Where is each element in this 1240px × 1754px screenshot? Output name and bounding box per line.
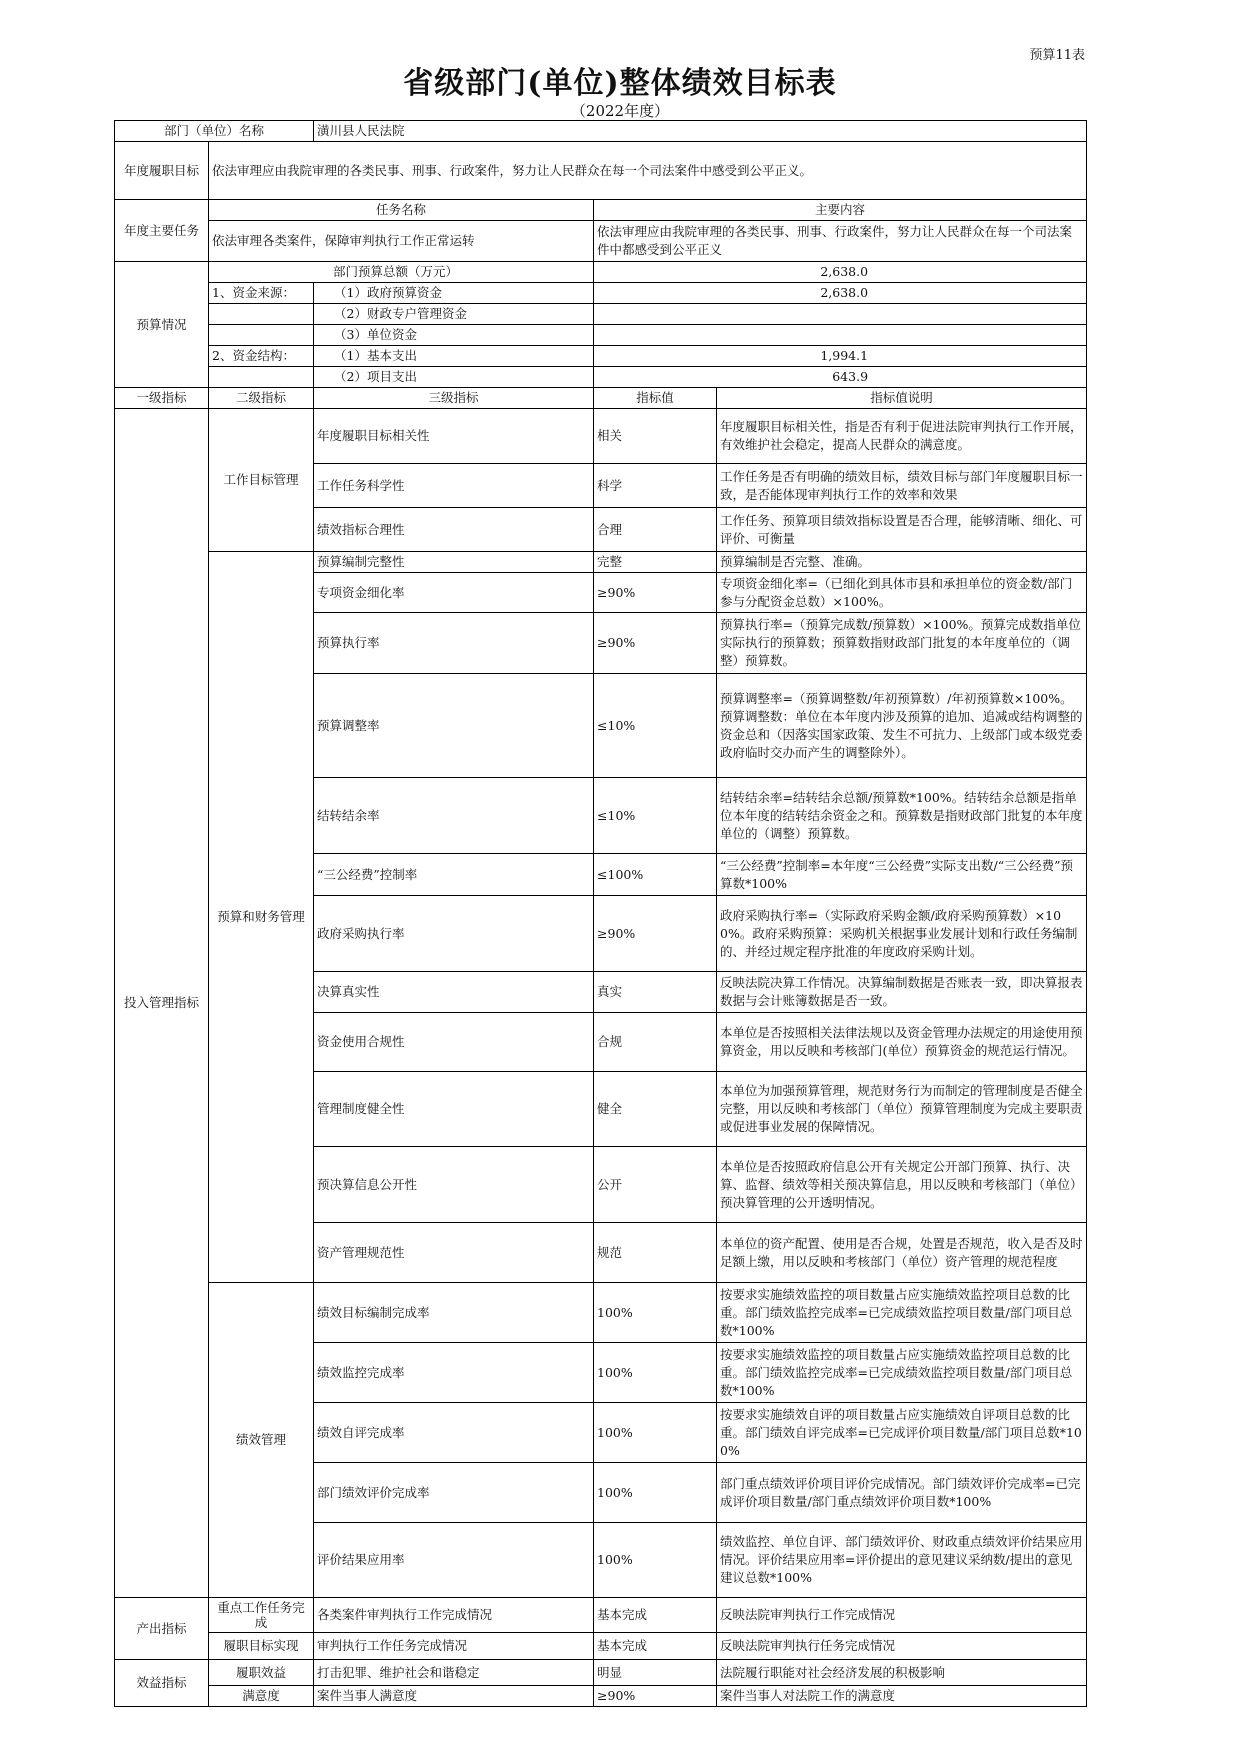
main-tasks-header-row [115,200,1087,221]
work-goal-label: 工作目标管理 [209,409,314,552]
indicator-name: 专项资金细化率 [314,573,594,613]
indicator-value: ≤10% [594,674,717,778]
indicator-name: 绩效目标编制完成率 [314,1283,594,1343]
indicator-value: ≥90% [594,896,717,972]
budget-source-row [115,283,1087,304]
level2-header: 二级指标 [209,388,314,409]
main-tasks-row [115,221,1087,262]
indicator-row [115,1660,1087,1686]
indicator-name: 管理制度健全性 [314,1072,594,1147]
indicator-desc: 预算编制是否完整、准确。 [717,552,1087,573]
indicator-name: 案件当事人满意度 [314,1686,594,1707]
output-label: 产出指标 [115,1598,209,1660]
indicator-name: 结转结余率 [314,778,594,854]
indicator-name: 部门绩效评价完成率 [314,1463,594,1523]
indicator-desc: 本单位的资产配置、使用是否合规，处置是否规范，收入是否及时足额上缴，用以反映和考核部门（单位）资产管理的规范程度 [717,1223,1087,1283]
indicator-desc: 反映法院审判执行工作完成情况 [717,1598,1087,1633]
page-subtitle-year: （2022年度） [570,102,670,120]
indicator-desc: 工作任务是否有明确的绩效目标，绩效目标与部门年度履职目标一致，是否能体现审判执行工作的效率和效果 [717,464,1087,508]
indicator-row [115,409,1087,464]
main-tasks-label: 年度主要任务 [115,200,209,262]
indicator-row [115,1598,1087,1633]
budget-source-row [115,325,1087,346]
indicator-desc: 反映法院决算工作情况。决算编制数据是否账表一致，即决算报表数据与会计账簿数据是否一致。 [717,972,1087,1013]
budget-total-row [115,262,1087,283]
benefit-label: 效益指标 [115,1660,209,1707]
indicator-value: 科学 [594,464,717,508]
level3-header: 三级指标 [314,388,594,409]
indicator-desc: 专项资金细化率=（已细化到具体市县和承担单位的资金数/部门参与分配资金总数）×100%。 [717,573,1087,613]
perf-mgmt-label: 绩效管理 [209,1283,314,1598]
indicator-value: 合理 [594,508,717,552]
indicator-name: 预算执行率 [314,613,594,674]
indicator-value: 基本完成 [594,1598,717,1633]
benefit-level2: 履职效益 [209,1660,314,1686]
indicator-name: 绩效监控完成率 [314,1343,594,1403]
indicator-desc: 本单位是否按照相关法律法规以及资金管理办法规定的用途使用预算资金，用以反映和考核部门(单位）预算资金的规范运行情况。 [717,1013,1087,1072]
indicator-desc: 本单位是否按照政府信息公开有关规定公开部门预算、执行、决算、监督、绩效等相关预决算信息，用以反映和考核部门（单位）预决算管理的公开透明情况。 [717,1147,1087,1223]
indicator-name: 决算真实性 [314,972,594,1013]
indicator-name: 年度履职目标相关性 [314,409,594,464]
indicator-value: 真实 [594,972,717,1013]
indicator-row [115,1633,1087,1660]
indicator-name: 工作任务科学性 [314,464,594,508]
task-name-header: 任务名称 [209,200,594,221]
indicator-desc: 部门重点绩效评价项目评价完成情况。部门绩效评价完成率=已完成评价项目数量/部门重点绩效评价项目数*100% [717,1463,1087,1523]
indicator-desc: “三公经费”控制率=本年度“三公经费”实际支出数/“三公经费”预算数*100% [717,854,1087,896]
indicator-value: 规范 [594,1223,717,1283]
indicator-name: 预算编制完整性 [314,552,594,573]
annual-goal-row [115,142,1087,200]
indicator-value: ≥90% [594,573,717,613]
blank-cell [209,325,314,346]
output-level2: 履职目标实现 [209,1633,314,1660]
indicator-value: 100% [594,1343,717,1403]
indicator-name: 绩效指标合理性 [314,508,594,552]
indicator-desc: 按要求实施绩效自评的项目数量占应实施绩效自评项目总数的比重。部门绩效自评完成率=已完成评价项目数量/部门项目总数*100% [717,1403,1087,1463]
budget-structure-label: 2、资金结构： [209,346,314,367]
indicator-value: ≥90% [594,613,717,674]
indicator-value: ≤100% [594,854,717,896]
indicator-name: 绩效自评完成率 [314,1403,594,1463]
indicator-row [115,552,1087,573]
budget-source-value [594,325,1087,346]
form-code: 预算11表 [1029,48,1085,63]
budget-structure-value: 643.9 [594,367,1087,388]
indicator-name: 各类案件审判执行工作完成情况 [314,1598,594,1633]
budget-source-item: （3）单位资金 [314,325,594,346]
indicator-header-row [115,388,1087,409]
indicator-desc: 结转结余率=结转结余总额/预算数*100%。结转结余总额是指单位本年度的结转结余资金之和。预算数是指财政部门批复的本年度单位的（调整）预算数。 [717,778,1087,854]
performance-target-table [114,120,1087,1707]
indicator-value: 100% [594,1463,717,1523]
indicator-desc: 按要求实施绩效监控的项目数量占应实施绩效监控项目总数的比重。部门绩效监控完成率=已完成绩效监控项目数量/部门项目总数*100% [717,1343,1087,1403]
blank-cell [209,367,314,388]
budget-source-value: 2,638.0 [594,283,1087,304]
budget-structure-item: （1）基本支出 [314,346,594,367]
budget-structure-item: （2）项目支出 [314,367,594,388]
indicator-desc: 工作任务、预算项目绩效指标设置是否合理，能够清晰、细化、可评价、可衡量 [717,508,1087,552]
indicator-desc: 案件当事人对法院工作的满意度 [717,1686,1087,1707]
indicator-name: 预决算信息公开性 [314,1147,594,1223]
indicator-name: 政府采购执行率 [314,896,594,972]
indicator-desc: 法院履行职能对社会经济发展的积极影响 [717,1660,1087,1686]
indicator-desc: 年度履职目标相关性，指是否有利于促进法院审判执行工作开展，有效维护社会稳定，提高人民群众的满意度。 [717,409,1087,464]
budget-source-item: （2）财政专户管理资金 [314,304,594,325]
indicator-value: 明显 [594,1660,717,1686]
dept-row [115,121,1087,142]
budget-total-value: 2,638.0 [594,262,1087,283]
indicator-desc: 绩效监控、单位自评、部门绩效评价、财政重点绩效评价结果应用情况。评价结果应用率=评价提出的意见建议采纳数/提出的意见建议总数*100% [717,1523,1087,1598]
output-level2: 重点工作任务完成 [209,1598,314,1633]
budget-label: 预算情况 [115,262,209,388]
indicator-value: 相关 [594,409,717,464]
value-header: 指标值 [594,388,717,409]
indicator-desc: 政府采购执行率=（实际政府采购金额/政府采购预算数）×100%。政府采购预算：采购机关根据事业发展计划和行政任务编制的、并经过规定程序批准的年度政府采购计划。 [717,896,1087,972]
annual-goal-value: 依法审理应由我院审理的各类民事、刑事、行政案件，努力让人民群众在每一个司法案件中感受到公平正义。 [209,142,1087,200]
desc-header: 指标值说明 [717,388,1087,409]
indicator-name: 资产管理规范性 [314,1223,594,1283]
indicator-value: ≤10% [594,778,717,854]
dept-value: 潢川县人民法院 [314,121,1087,142]
budget-total-label: 部门预算总额（万元） [209,262,594,283]
indicator-row [115,1686,1087,1707]
indicator-desc: 预算调整率=（预算调整数/年初预算数）/年初预算数×100%。预算调整数：单位在本年度内涉及预算的追加、追减或结构调整的资金总和（因落实国家政策、发生不可抗力、上级部门或本级党委政府临时交办而产生的调整除外）。 [717,674,1087,778]
indicator-value: 公开 [594,1147,717,1223]
blank-cell [209,304,314,325]
indicator-desc: 本单位为加强预算管理，规范财务行为而制定的管理制度是否健全完整，用以反映和考核部门（单位）预算管理制度为完成主要职责或促进事业发展的保障情况。 [717,1072,1087,1147]
indicator-name: 打击犯罪、维护社会和谐稳定 [314,1660,594,1686]
indicator-value: 基本完成 [594,1633,717,1660]
indicator-name: 预算调整率 [314,674,594,778]
budget-finance-label: 预算和财务管理 [209,552,314,1283]
budget-source-value [594,304,1087,325]
indicator-value: 健全 [594,1072,717,1147]
indicator-value: 100% [594,1523,717,1598]
page-title: 省级部门(单位)整体绩效目标表 [403,66,837,101]
indicator-name: 审判执行工作任务完成情况 [314,1633,594,1660]
indicator-name: 评价结果应用率 [314,1523,594,1598]
level1-header: 一级指标 [115,388,209,409]
budget-source-item: （1）政府预算资金 [314,283,594,304]
budget-source-row [115,304,1087,325]
budget-structure-row [115,346,1087,367]
dept-label: 部门（单位）名称 [115,121,314,142]
budget-source-label: 1、资金来源： [209,283,314,304]
indicator-desc: 预算执行率=（预算完成数/预算数）×100%。预算完成数指单位实际执行的预算数；预算数指财政部门批复的本年度单位的（调整）预算数。 [717,613,1087,674]
indicator-desc: 按要求实施绩效监控的项目数量占应实施绩效监控项目总数的比重。部门绩效监控完成率=已完成绩效监控项目数量/部门项目总数*100% [717,1283,1087,1343]
indicator-row [115,1283,1087,1343]
input-mgmt-label: 投入管理指标 [115,409,209,1598]
indicator-name: “三公经费”控制率 [314,854,594,896]
indicator-value: ≥90% [594,1686,717,1707]
task-content-header: 主要内容 [594,200,1087,221]
task-name: 依法审理各类案件，保障审判执行工作正常运转 [209,221,594,262]
budget-structure-value: 1,994.1 [594,346,1087,367]
indicator-value: 100% [594,1403,717,1463]
benefit-level2: 满意度 [209,1686,314,1707]
indicator-name: 资金使用合规性 [314,1013,594,1072]
indicator-value: 完整 [594,552,717,573]
indicator-desc: 反映法院审判执行任务完成情况 [717,1633,1087,1660]
task-content: 依法审理应由我院审理的各类民事、刑事、行政案件，努力让人民群众在每一个司法案件中都感受到公平正义 [594,221,1087,262]
annual-goal-label: 年度履职目标 [115,142,209,200]
indicator-value: 100% [594,1283,717,1343]
budget-structure-row [115,367,1087,388]
indicator-value: 合规 [594,1013,717,1072]
